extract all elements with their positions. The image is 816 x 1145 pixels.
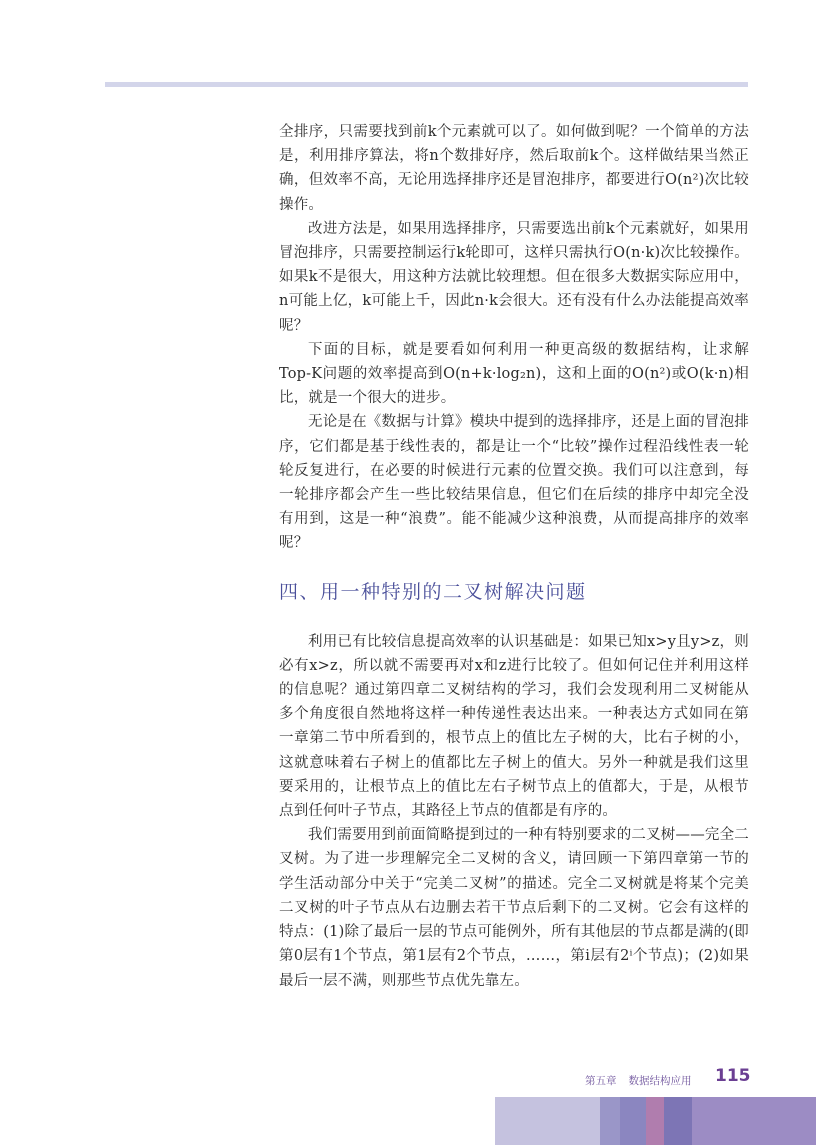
color-bar xyxy=(620,1097,646,1145)
paragraph: 我们需要用到前面简略提到过的一种有特别要求的二叉树——完全二叉树。为了进一步理解完全二叉树的含义，请回顾一下第四章第一节的学生活动部分中关于“完美二叉树”的描述。完全二叉树就是将某个完美二叉树的叶子节点从右边删去若干节点后剩下的二叉树。它会有这样的特点：(1)除了最后一层的节点可能例外，所有其他层的节点都是满的(即第0层有1个节点，第1层有2个节点，……，第i层有2ⁱ个节点)；(2)如果最后一层不满，则那些节点优先靠左。 xyxy=(279,827,749,989)
running-footer xyxy=(585,1073,692,1088)
color-bar xyxy=(664,1097,692,1145)
page-number: 115 xyxy=(715,1066,751,1086)
color-bar xyxy=(692,1097,816,1145)
chapter-title: 数据结构应用 xyxy=(628,1075,692,1087)
page-body xyxy=(279,120,749,993)
paragraph: 无论是在《数据与计算》模块中提到的选择排序，还是上面的冒泡排序，它们都是基于线性表的，都是让一个“比较”操作过程沿线性表一轮轮反复进行，在必要的时候进行元素的位置交换。我们可以注意到，每一轮排序都会产生一些比较结果信息，但它们在后续的排序中却完全没有用到，这是一种“浪费”。能不能减少这种浪费，从而提高排序的效率呢？ xyxy=(279,414,749,552)
color-bar xyxy=(600,1097,620,1145)
chapter-label: 第五章 xyxy=(585,1075,617,1087)
paragraph: 全排序，只需要找到前k个元素就可以了。如何做到呢？一个简单的方法是，利用排序算法，将n个数排好序，然后取前k个。这样做结果当然正确，但效率不高，无论用选择排序还是冒泡排序，都要进行O(n²)次比较操作。 xyxy=(279,124,749,213)
section-heading: 四、用一种特别的二叉树解决问题 xyxy=(279,580,587,603)
paragraph: 下面的目标，就是要看如何利用一种更高级的数据结构，让求解Top-K问题的效率提高到O(n+k·log₂n)，这和上面的O(n²)或O(k·n)相比，就是一个很大的进步。 xyxy=(279,341,749,407)
paragraph: 改进方法是，如果用选择排序，只需要选出前k个元素就好，如果用冒泡排序，只需要控制运行k轮即可，这样只需执行O(n·k)次比较操作。如果k不是很大，用这种方法就比较理想。但在很多大数据实际应用中，n可能上亿，k可能上千，因此n·k会很大。还有没有什么办法能提高效率呢？ xyxy=(279,220,749,334)
color-bar xyxy=(495,1097,600,1145)
header-rule xyxy=(105,82,748,87)
paragraph: 利用已有比较信息提高效率的认识基础是：如果已知x>y且y>z，则必有x>z，所以就不需要再对x和z进行比较了。但如何记住并利用这样的信息呢？通过第四章二叉树结构的学习，我们会发现利用二叉树能从多个角度很自然地将这样一种传递性表达出来。一种表达方式如同在第一章第二节中所看到的，根节点上的值比左子树的大，比右子树的小，这就意味着右子树上的值都比左子树上的值大。另外一种就是我们这里要采用的，让根节点上的值比左右子树节点上的值都大，于是，从根节点到任何叶子节点，其路径上节点的值都是有序的。 xyxy=(279,633,749,820)
decorative-color-bars xyxy=(0,1097,816,1145)
color-bar xyxy=(646,1097,664,1145)
